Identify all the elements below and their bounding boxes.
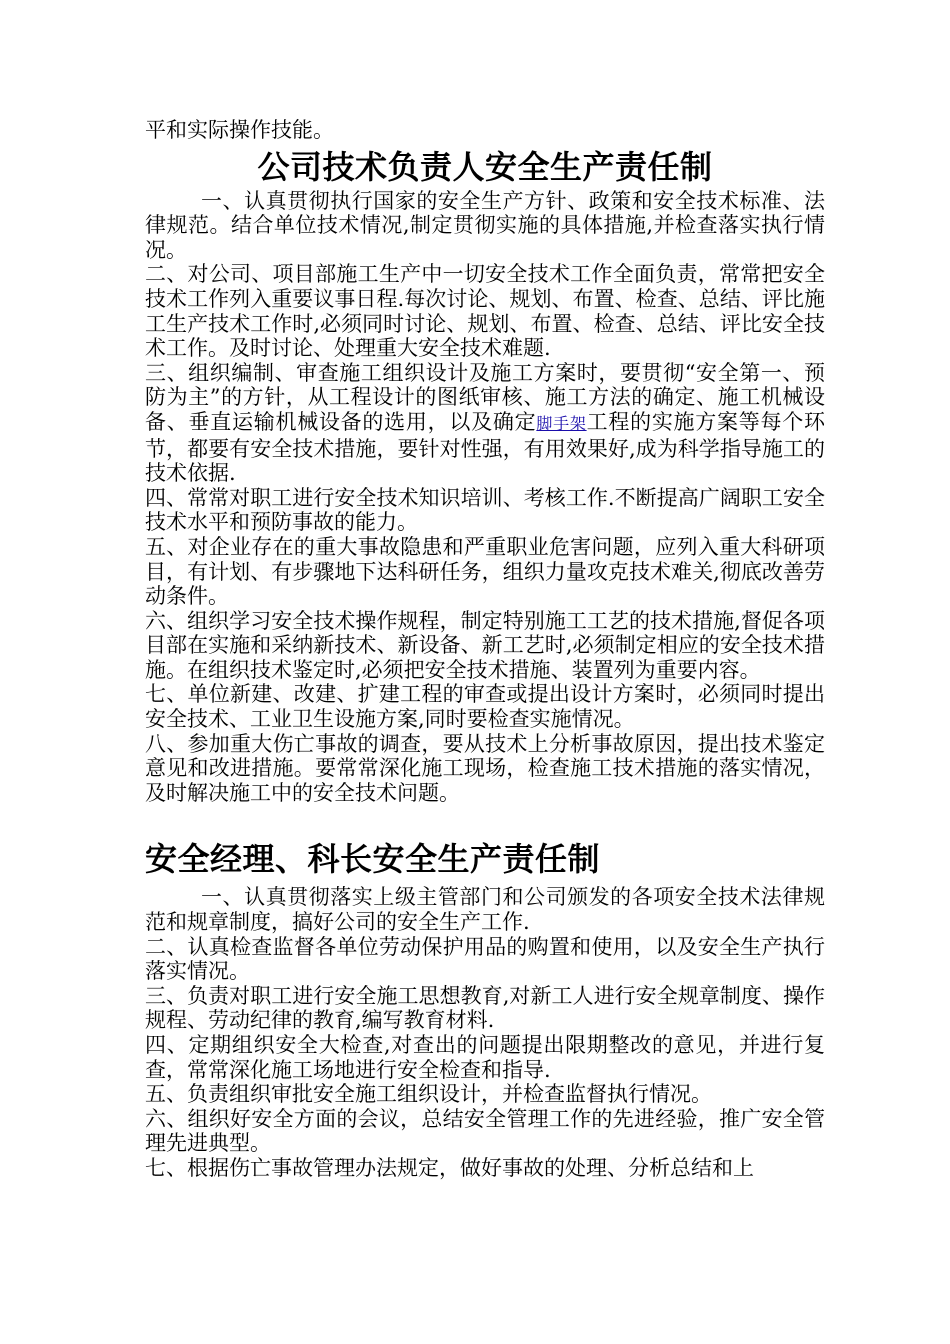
clause-8: 八、参加重大伤亡事故的调查，要从技术上分析事故原因，提出技术鉴定意见和改进措施。要常常深化施工现场，检查施工技术措施的落实情况，及时解决施工中的安全技术问题。: [145, 731, 825, 805]
clause-1: 一、认真贯彻落实上级主管部门和公司颁发的各项安全技术法律规范和规章制度，搞好公司的安全生产工作.: [145, 885, 825, 935]
document-page: [145, 118, 825, 1181]
clause-7: 七、根据伤亡事故管理办法规定，做好事故的处理、分析总结和上: [145, 1155, 754, 1180]
clause-2: 二、认真检查监督各单位劳动保护用品的购置和使用，以及安全生产执行落实情况。: [145, 934, 825, 984]
clause-3: [145, 361, 825, 486]
clause-3-text-b: 工程的实施方案等每个环节，都要有安全技术措施，要针对性强，有用效果好,成为科学指导施工的技术依据.: [145, 409, 826, 486]
clause-2: 二、对公司、项目部施工生产中一切安全技术工作全面负责，常常把安全技术工作列入重要议事日程.每次讨论、规划、布置、检查、总结、评比施工生产技术工作时,必须同时讨论、规划、布置、检查、总结、评比安全技术工作。及时讨论、处理重大安全技术难题.: [145, 262, 825, 361]
clause-4: 四、常常对职工进行安全技术知识培训、考核工作.不断提高广阔职工安全技术水平和预防事故的能力。: [145, 485, 825, 535]
clause-1: 一、认真贯彻执行国家的安全生产方针、政策和安全技术标准、法律规范。结合单位技术情况,制定贯彻实施的具体措施,并检查落实执行情况。: [145, 188, 825, 262]
clause-3: 三、负责对职工进行安全施工思想教育,对新工人进行安全规章制度、操作规程、劳动纪律的教育,编写教育材料.: [145, 983, 825, 1033]
clause-7: 七、单位新建、改建、扩建工程的审查或提出设计方案时，必须同时提出安全技术、工业卫生设施方案,同时要检查实施情况。: [145, 682, 825, 732]
clause-6: 六、组织好安全方面的会议，总结安全管理工作的先进经验，推广安全管理先进典型。: [145, 1106, 825, 1156]
clause-4: 四、定期组织安全大检查,对查出的问题提出限期整改的意见，并进行复查，常常深化施工场地进行安全检查和指导.: [145, 1033, 825, 1082]
clause-5: 五、负责组织审批安全施工组织设计，并检查监督执行情况。: [145, 1082, 712, 1107]
section-title-safety-manager: 安全经理、科长安全生产责任制: [145, 840, 601, 879]
continued-text: 平和实际操作技能。: [145, 118, 334, 142]
section-title-technical-director: 公司技术负责人安全生产责任制: [257, 147, 713, 186]
clause-5: 五、对企业存在的重大事故隐患和严重职业危害问题，应列入重大科研项目，有计划、有步骤地下达科研任务，组织力量攻克技术难关,彻底改善劳动条件。: [145, 534, 825, 609]
scaffold-link[interactable]: 脚手架: [536, 413, 587, 433]
clause-3-text-a: 三、组织编制、审查施工组织设计及施工方案时，要贯彻“安全第一、预防为主”的方针，从工程设计的图纸审核、施工方法的确定、施工机械设备、垂直运输机械设备的选用，以及确定: [145, 360, 825, 434]
clause-6: 六、组织学习安全技术操作规程，制定特别施工工艺的技术措施,督促各项目部在实施和采纳新技术、新设备、新工艺时,必须制定相应的安全技术措施。在组织技术鉴定时,必须把安全技术措施、装置列为重要内容。: [145, 608, 825, 682]
